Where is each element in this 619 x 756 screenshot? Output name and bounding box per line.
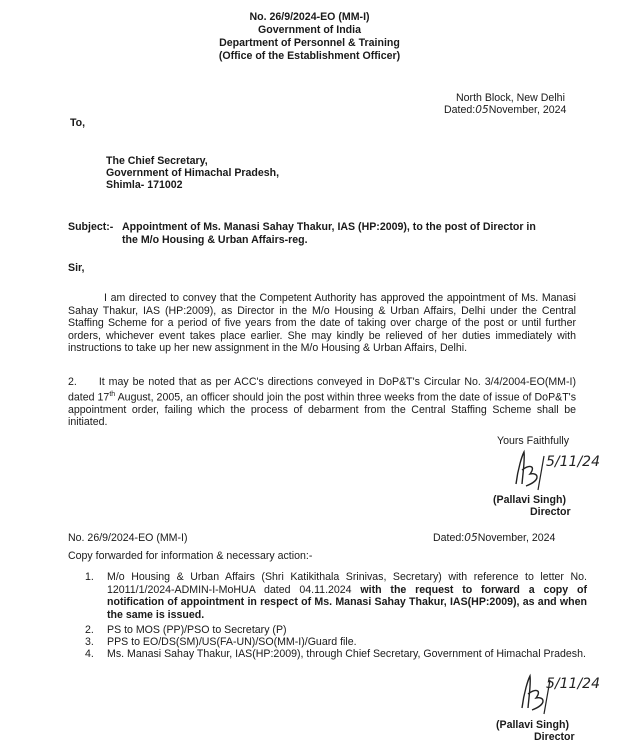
paragraph-2-sup: th bbox=[109, 390, 116, 398]
place-line: North Block, New Delhi bbox=[456, 92, 565, 104]
copy-order-number: No. 26/9/2024-EO (MM-I) bbox=[68, 532, 188, 544]
copy-date-prefix: Dated: bbox=[433, 532, 465, 544]
copy-item-number: 3. bbox=[85, 636, 94, 648]
subject-label: Subject:- bbox=[68, 221, 114, 233]
copy-intro: Copy forwarded for information & necessary action:- bbox=[68, 550, 313, 562]
date-prefix: Dated: bbox=[444, 104, 476, 116]
copy-item-3-text: PPS to EO/DS(SM)/US(FA-UN)/SO(MM-I)/Guard file. bbox=[107, 636, 357, 648]
signature-1-designation: Director bbox=[530, 506, 571, 518]
salutation: Sir, bbox=[68, 262, 85, 274]
subject-line-2: the M/o Housing & Urban Affairs-reg. bbox=[122, 234, 308, 246]
copy-date-rest: November, 2024 bbox=[477, 532, 556, 544]
copy-item-number: 4. bbox=[85, 648, 94, 660]
department-line: Department of Personnel & Training bbox=[219, 37, 400, 49]
closing: Yours Faithfully bbox=[497, 435, 570, 447]
copy-item-1-text: M/o Housing & Urban Affairs (Shri Katikithala Srinivas, Secretary) with reference to letter No. 12011/1/2024-ADMIN-I-MoHUA dated 04.11.2024 bbox=[107, 571, 587, 596]
order-number: No. 26/9/2024-EO (MM-I) bbox=[249, 11, 370, 23]
copy-handwritten-day: 05 bbox=[464, 532, 478, 544]
government-line: Government of India bbox=[257, 24, 361, 36]
copy-item-4-text: Ms. Manasi Sahay Thakur, IAS(HP:2009), through Chief Secretary, Government of Himachal Pradesh. bbox=[107, 648, 586, 660]
signature-1-date: 5/11/24 bbox=[546, 454, 600, 470]
date-line bbox=[444, 104, 566, 117]
handwritten-day: 05 bbox=[475, 104, 489, 116]
signature-2-name: (Pallavi Singh) bbox=[496, 719, 569, 731]
addressee-line-1: The Chief Secretary, bbox=[106, 155, 208, 167]
paragraph-1: I am directed to convey that the Competent Authority has approved the appointment of Ms. Manasi Sahay Thakur, IAS (HP:2009), as Director in the M/o Housing & Urban Affairs, Delhi under the Central Staffing Scheme for a period of five years from the date of taking over charge of the post or until further orders, whichever event takes place earlier. She may kindly be relieved of her duties immediately with instructions to take up her new assignment in the M/o Housing & Urban Affairs, Delhi. bbox=[68, 292, 576, 355]
paragraph-2-text-b: August, 2005, an officer should join the post within three weeks from the date of issue of DoP&T's appointment order, failing which the process of debarment from the Central Staffing Scheme shall be initiated. bbox=[68, 391, 576, 429]
office-line: (Office of the Establishment Officer) bbox=[218, 50, 401, 62]
paragraph-2-number: 2. bbox=[68, 376, 77, 388]
paragraph-2-text-a: It may be noted that as per ACC's directions conveyed in DoP&T's Circular No. 3/4/2004-EO(MM-I) dated 17 bbox=[68, 376, 576, 404]
signature-1 bbox=[508, 446, 600, 494]
copy-item-number: 1. bbox=[85, 571, 94, 583]
signature-2 bbox=[516, 672, 600, 718]
date-rest: November, 2024 bbox=[488, 104, 567, 116]
paragraph-2 bbox=[68, 376, 576, 429]
addressee-line-2: Government of Himachal Pradesh, bbox=[106, 167, 280, 179]
signature-1-name: (Pallavi Singh) bbox=[493, 494, 566, 506]
signature-2-designation: Director bbox=[534, 731, 575, 743]
addressee-line-3: Shimla- 171002 bbox=[106, 179, 183, 191]
copy-item-2-text: PS to MOS (PP)/PSO to Secretary (P) bbox=[107, 624, 287, 636]
copy-item-1-bold: with the request to forward a copy of notification of appointment in respect of Ms. Manasi Sahay Thakur, IAS(HP:2009), as and when the same is issued. bbox=[107, 583, 587, 621]
copy-item-number: 2. bbox=[85, 624, 94, 636]
to-label: To, bbox=[70, 117, 86, 129]
signature-2-date: 5/11/24 bbox=[546, 676, 600, 692]
subject-line-1: Appointment of Ms. Manasi Sahay Thakur, IAS (HP:2009), to the post of Director in bbox=[122, 221, 536, 233]
copy-date-line bbox=[433, 532, 555, 545]
